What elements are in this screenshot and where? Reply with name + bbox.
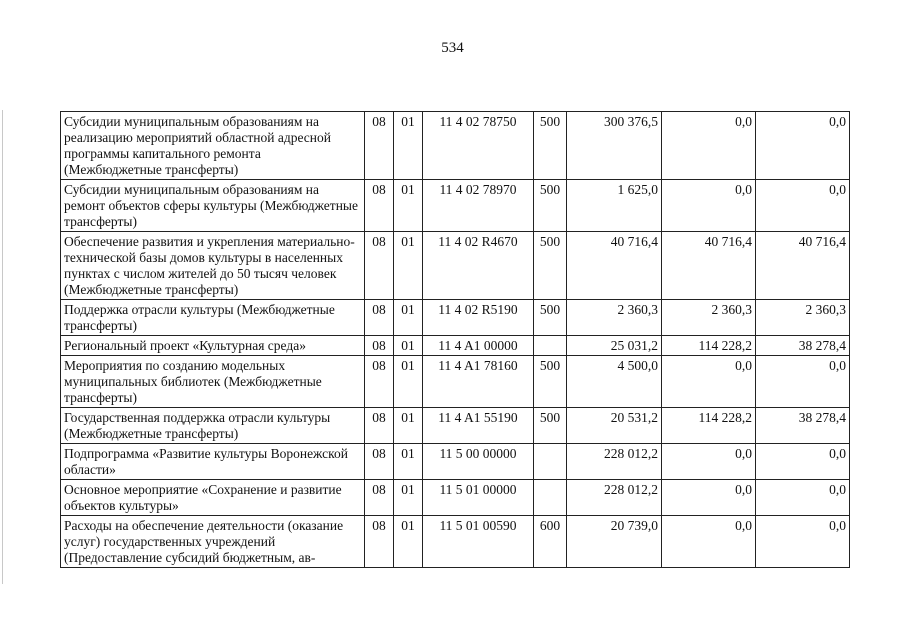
cell-sum-year-2: 0,0	[662, 444, 756, 480]
page-bottom-margin	[0, 584, 905, 640]
cell-section: 08	[365, 232, 394, 300]
cell-subsection: 01	[394, 232, 423, 300]
cell-name: Обеспечение развития и укрепления материально-технической базы домов культуры в населенных пунктах с числом жителей до 50 тысяч человек (Межбюджетные трансферты)	[61, 232, 365, 300]
cell-expense-kind: 500	[534, 356, 567, 408]
cell-sum-year-1: 2 360,3	[567, 300, 662, 336]
cell-subsection: 01	[394, 336, 423, 356]
cell-name: Субсидии муниципальным образованиям на реализацию мероприятий областной адресной программы капитального ремонта (Межбюджетные трансферты)	[61, 112, 365, 180]
cell-sum-year-2: 40 716,4	[662, 232, 756, 300]
cell-sum-year-3: 0,0	[756, 356, 850, 408]
cell-sum-year-2: 0,0	[662, 356, 756, 408]
cell-section: 08	[365, 180, 394, 232]
cell-target-article: 11 4 A1 78160	[423, 356, 534, 408]
table-row	[61, 180, 850, 232]
cell-sum-year-3: 38 278,4	[756, 336, 850, 356]
cell-sum-year-3: 0,0	[756, 112, 850, 180]
cell-subsection: 01	[394, 444, 423, 480]
cell-target-article: 11 5 00 00000	[423, 444, 534, 480]
cell-target-article: 11 4 02 78970	[423, 180, 534, 232]
cell-subsection: 01	[394, 480, 423, 516]
cell-name: Государственная поддержка отрасли культуры (Межбюджетные трансферты)	[61, 408, 365, 444]
cell-sum-year-1: 1 625,0	[567, 180, 662, 232]
cell-name: Субсидии муниципальным образованиям на ремонт объектов сферы культуры (Межбюджетные трансферты)	[61, 180, 365, 232]
cell-section: 08	[365, 112, 394, 180]
cell-name: Мероприятия по созданию модельных муниципальных библиотек (Межбюджетные трансферты)	[61, 356, 365, 408]
cell-target-article: 11 4 A1 55190	[423, 408, 534, 444]
cell-sum-year-2: 114 228,2	[662, 336, 756, 356]
table-row	[61, 408, 850, 444]
cell-expense-kind	[534, 336, 567, 356]
cell-section: 08	[365, 300, 394, 336]
cell-target-article: 11 5 01 00000	[423, 480, 534, 516]
cell-sum-year-1: 20 739,0	[567, 516, 662, 568]
cell-target-article: 11 5 01 00590	[423, 516, 534, 568]
cell-target-article: 11 4 A1 00000	[423, 336, 534, 356]
scan-edge-line	[2, 110, 3, 640]
cell-expense-kind: 500	[534, 180, 567, 232]
cell-subsection: 01	[394, 356, 423, 408]
cell-subsection: 01	[394, 112, 423, 180]
cell-expense-kind: 600	[534, 516, 567, 568]
cell-section: 08	[365, 516, 394, 568]
cell-expense-kind: 500	[534, 408, 567, 444]
cell-sum-year-1: 40 716,4	[567, 232, 662, 300]
cell-sum-year-3: 40 716,4	[756, 232, 850, 300]
table-row	[61, 232, 850, 300]
cell-section: 08	[365, 444, 394, 480]
cell-sum-year-1: 4 500,0	[567, 356, 662, 408]
cell-sum-year-3: 0,0	[756, 480, 850, 516]
cell-sum-year-3: 38 278,4	[756, 408, 850, 444]
budget-table-body	[61, 112, 850, 568]
table-row	[61, 516, 850, 568]
cell-sum-year-1: 300 376,5	[567, 112, 662, 180]
page-number: 534	[441, 40, 464, 56]
cell-target-article: 11 4 02 R4670	[423, 232, 534, 300]
budget-table	[60, 111, 850, 568]
cell-expense-kind: 500	[534, 112, 567, 180]
cell-sum-year-2: 0,0	[662, 112, 756, 180]
cell-sum-year-3: 0,0	[756, 180, 850, 232]
cell-expense-kind: 500	[534, 232, 567, 300]
cell-sum-year-2: 114 228,2	[662, 408, 756, 444]
cell-subsection: 01	[394, 408, 423, 444]
cell-sum-year-3: 0,0	[756, 516, 850, 568]
cell-subsection: 01	[394, 300, 423, 336]
cell-name: Основное мероприятие «Сохранение и развитие объектов культуры»	[61, 480, 365, 516]
table-row	[61, 112, 850, 180]
cell-sum-year-3: 0,0	[756, 444, 850, 480]
cell-section: 08	[365, 408, 394, 444]
cell-section: 08	[365, 356, 394, 408]
cell-section: 08	[365, 336, 394, 356]
table-row	[61, 444, 850, 480]
table-row	[61, 356, 850, 408]
cell-sum-year-3: 2 360,3	[756, 300, 850, 336]
cell-sum-year-1: 228 012,2	[567, 444, 662, 480]
table-row	[61, 336, 850, 356]
cell-sum-year-2: 0,0	[662, 480, 756, 516]
cell-sum-year-2: 2 360,3	[662, 300, 756, 336]
cell-subsection: 01	[394, 180, 423, 232]
cell-target-article: 11 4 02 78750	[423, 112, 534, 180]
cell-name: Региональный проект «Культурная среда»	[61, 336, 365, 356]
cell-name: Подпрограмма «Развитие культуры Воронежской области»	[61, 444, 365, 480]
table-row	[61, 480, 850, 516]
cell-name: Поддержка отрасли культуры (Межбюджетные трансферты)	[61, 300, 365, 336]
cell-expense-kind: 500	[534, 300, 567, 336]
table-row	[61, 300, 850, 336]
cell-expense-kind	[534, 444, 567, 480]
cell-subsection: 01	[394, 516, 423, 568]
cell-sum-year-2: 0,0	[662, 180, 756, 232]
cell-sum-year-1: 25 031,2	[567, 336, 662, 356]
cell-sum-year-2: 0,0	[662, 516, 756, 568]
cell-sum-year-1: 228 012,2	[567, 480, 662, 516]
cell-expense-kind	[534, 480, 567, 516]
cell-section: 08	[365, 480, 394, 516]
cell-target-article: 11 4 02 R5190	[423, 300, 534, 336]
cell-sum-year-1: 20 531,2	[567, 408, 662, 444]
cell-name: Расходы на обеспечение деятельности (оказание услуг) государственных учреждений (Предоставление субсидий бюджетным, ав-	[61, 516, 365, 568]
